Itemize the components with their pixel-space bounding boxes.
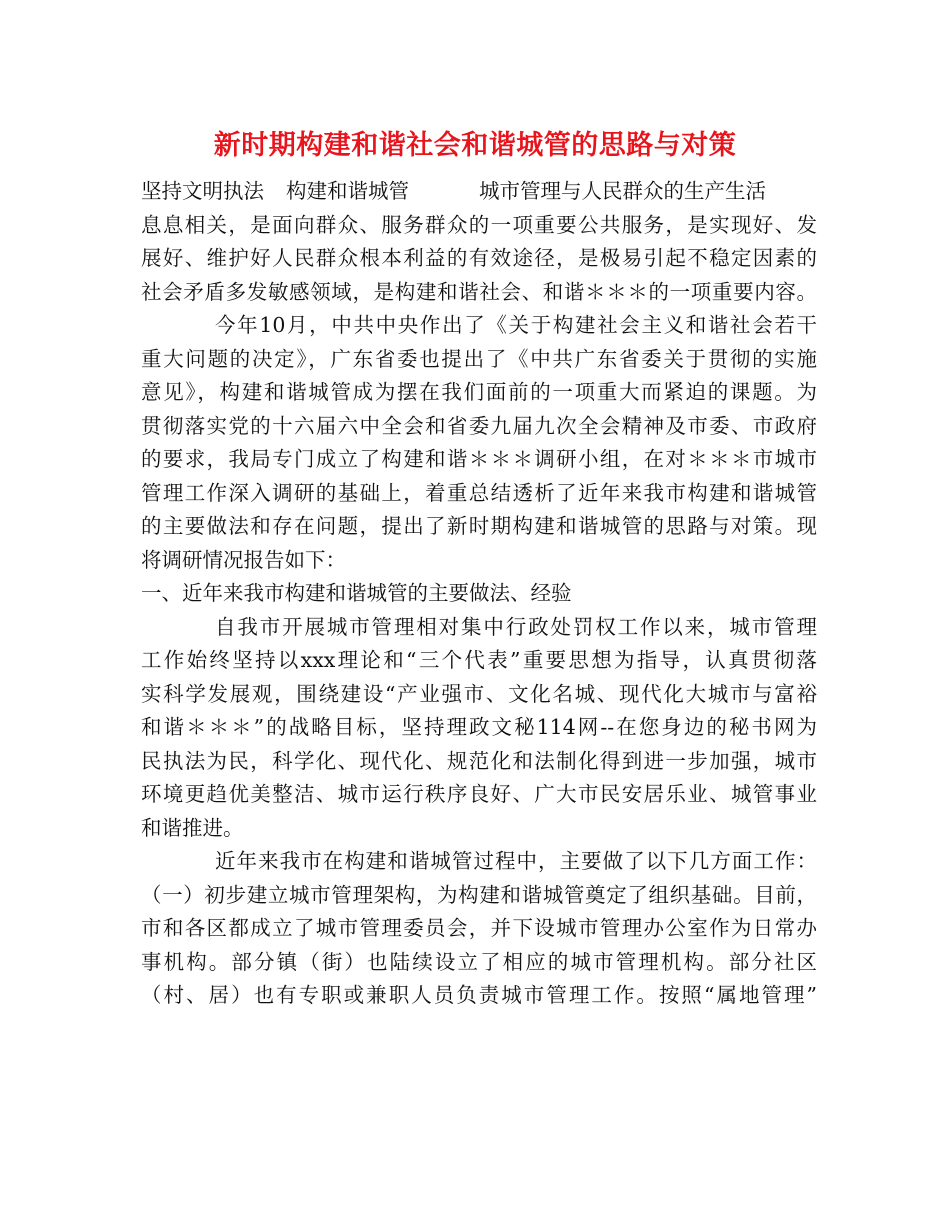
paragraph-line: （一）初步建立城市管理架构，为构建和谐城管奠定了组织基础。目前， <box>141 882 817 907</box>
paragraph-line: 的主要做法和存在问题，提出了新时期构建和谐城管的思路与对策。现 <box>141 514 817 538</box>
subheading-civilized-enforcement: 坚持文明执法 <box>141 179 264 203</box>
paragraph-line: 管理工作深入调研的基础上，着重总结透析了近年来我市构建和谐城管 <box>141 480 817 505</box>
document-body <box>141 175 817 1013</box>
paragraph-line: （村、居）也有专职或兼职人员负责城市管理工作。按照“属地管理” <box>141 983 817 1007</box>
paragraph-line: 息息相关，是面向群众、服务群众的一项重要公共服务，是实现好、发 <box>141 212 817 237</box>
paragraph-line: 民执法为民，科学化、现代化、规范化和法制化得到进一步加强，城市 <box>141 748 817 773</box>
section-heading: 一、近年来我市构建和谐城管的主要做法、经验 <box>141 581 572 605</box>
paragraph-line: 环境更趋优美整洁、城市运行秩序良好、广大市民安居乐业、城管事业 <box>141 782 817 806</box>
paragraph-line: 今年10月，中共中央作出了《关于构建社会主义和谐社会若干 <box>215 313 817 337</box>
paragraph-text: 城市管理与人民群众的生产生活 <box>479 179 766 203</box>
paragraph-line: 实科学发展观，围绕建设“产业强市、文化名城、现代化大城市与富裕 <box>141 681 817 706</box>
paragraph-line: 市和各区都成立了城市管理委员会，并下设城市管理办公室作为日常办 <box>141 916 817 940</box>
paragraph-line: 将调研情况报告如下： <box>141 547 346 572</box>
paragraph-line: 重大问题的决定》，广东省委也提出了《中共广东省委关于贯彻的实施 <box>141 346 817 371</box>
paragraph-line: 的要求，我局专门成立了构建和谐＊＊＊调研小组，在对＊＊＊市城市 <box>141 447 817 471</box>
paragraph-line: 社会矛盾多发敏感领域，是构建和谐社会、和谐＊＊＊的一项重要内容。 <box>141 279 817 304</box>
paragraph-line <box>141 175 817 209</box>
paragraph-line: 展好、维护好人民群众根本利益的有效途径，是极易引起不稳定因素的 <box>141 246 817 270</box>
paragraph-line: 贯彻落实党的十六届六中全会和省委九届九次全会精神及市委、市政府 <box>141 413 817 438</box>
paragraph-line: 和谐＊＊＊”的战略目标，坚持理政文秘114网--在您身边的秘书网为 <box>141 715 817 739</box>
paragraph-line: 和谐推进。 <box>141 815 244 840</box>
paragraph-line: 意见》，构建和谐城管成为摆在我们面前的一项重大而紧迫的课题。为 <box>141 380 817 404</box>
paragraph-line: 近年来我市在构建和谐城管过程中，主要做了以下几方面工作： <box>215 849 817 873</box>
subheading-harmonious-management: 构建和谐城管 <box>286 179 409 203</box>
paragraph-line: 事机构。部分镇（街）也陆续设立了相应的城市管理机构。部分社区 <box>141 949 817 974</box>
paragraph-line: 自我市开展城市管理相对集中行政处罚权工作以来，城市管理 <box>215 614 817 639</box>
document-title: 新时期构建和谐社会和谐城管的思路与对策 <box>213 130 737 161</box>
paragraph-line: 工作始终坚持以xxx理论和“三个代表”重要思想为指导，认真贯彻落 <box>141 648 817 672</box>
